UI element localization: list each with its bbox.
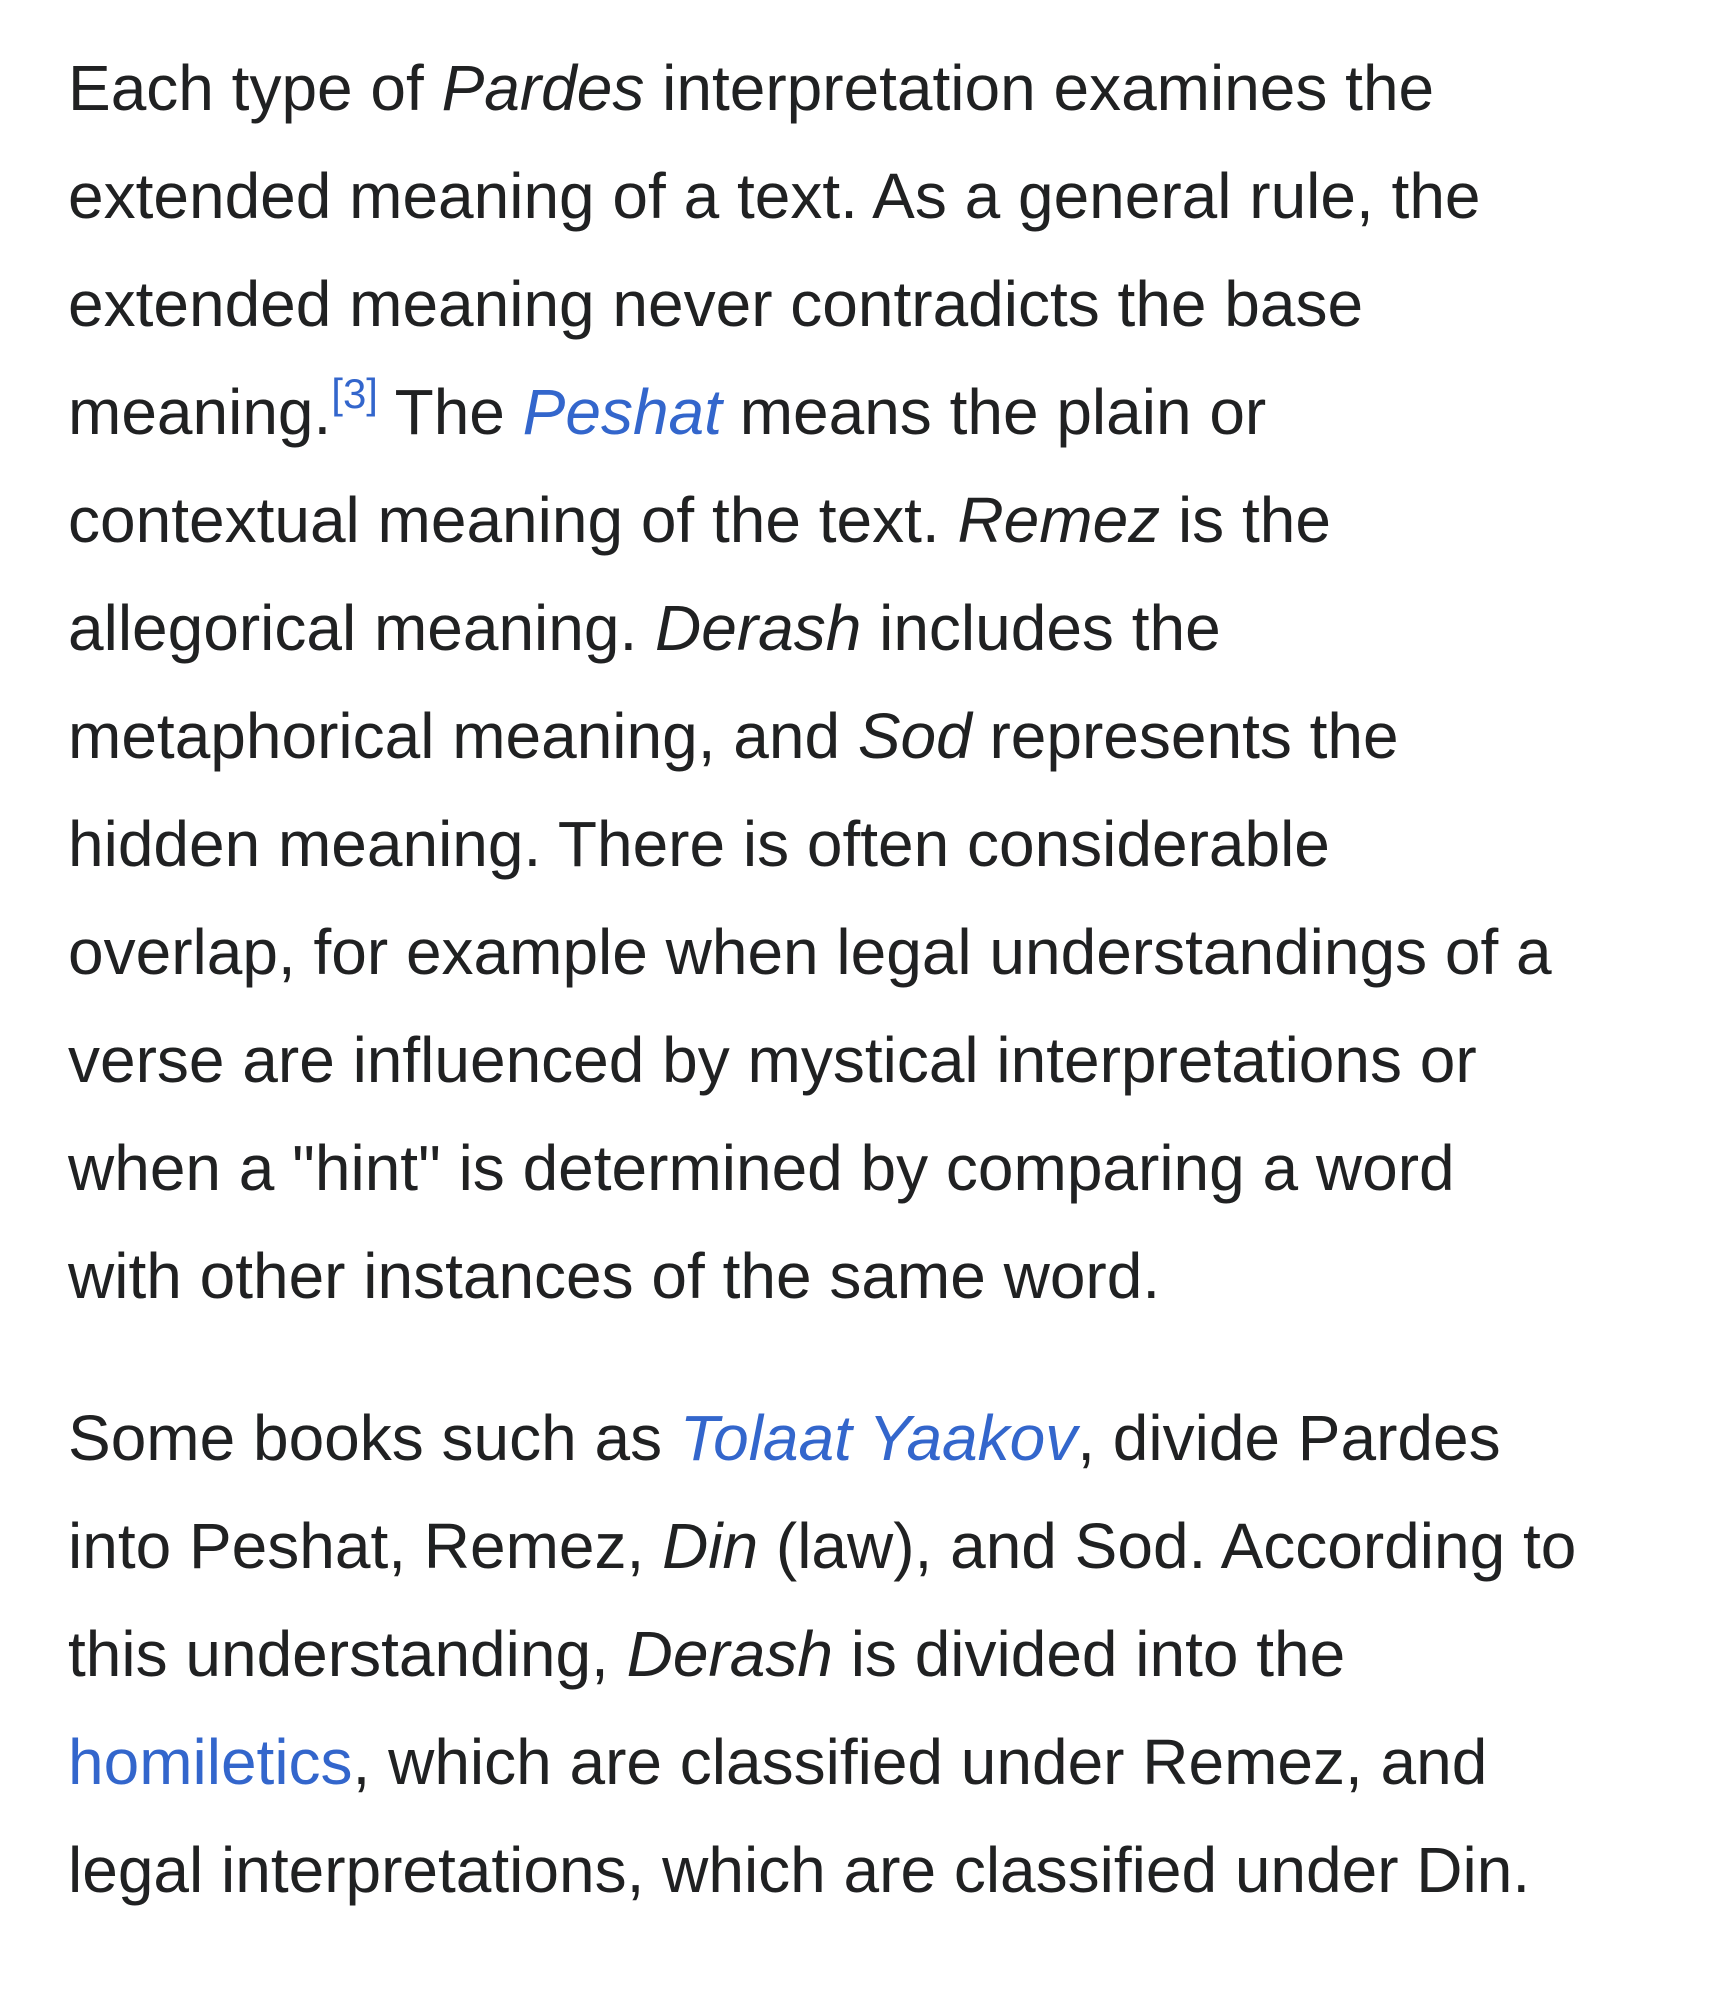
term-pardes: Pardes	[441, 52, 645, 124]
text-line: overlap, for example when legal understandings of a	[68, 916, 1552, 988]
term-sod: Sod	[857, 700, 972, 772]
term-din: Din	[662, 1510, 759, 1582]
text-line	[68, 34, 1668, 142]
text-span: contextual meaning of the text.	[68, 484, 958, 556]
text-span: Each type of	[68, 52, 442, 124]
text-span: allegorical meaning.	[68, 592, 655, 664]
text-span: represents the	[971, 700, 1399, 772]
text-line	[68, 574, 1668, 682]
text-span: Some books such as	[68, 1402, 680, 1474]
term-derash: Derash	[626, 1618, 833, 1690]
text-line: verse are influenced by mystical interpretations or	[68, 1024, 1477, 1096]
text-span: includes the	[861, 592, 1221, 664]
citation-link-3[interactable]: [3]	[331, 369, 378, 417]
text-span: is divided into the	[832, 1618, 1346, 1690]
tolaat-yaakov-link[interactable]	[680, 1402, 1077, 1474]
text-line	[68, 1492, 1668, 1600]
text-line	[68, 1708, 1668, 1816]
text-line	[68, 1384, 1668, 1492]
peshat-link-label: Peshat	[522, 376, 722, 448]
paragraph-2	[68, 1384, 1668, 1924]
text-span: is the	[1160, 484, 1331, 556]
text-line	[68, 682, 1668, 790]
peshat-link[interactable]	[523, 376, 722, 448]
article-body	[68, 34, 1668, 1924]
homiletics-link[interactable]: homiletics	[68, 1726, 353, 1798]
text-line	[68, 1600, 1668, 1708]
tolaat-yaakov-link-label: Tolaat Yaakov	[679, 1402, 1078, 1474]
text-span: , divide Pardes	[1077, 1402, 1501, 1474]
text-span: The	[377, 376, 523, 448]
text-span: meaning.	[68, 376, 332, 448]
text-line	[68, 466, 1668, 574]
text-line: when a "hint" is determined by comparing a word	[68, 1132, 1455, 1204]
paragraph-1	[68, 34, 1668, 1330]
text-line: legal interpretations, which are classified under Din.	[68, 1834, 1531, 1906]
text-line: extended meaning never contradicts the base	[68, 268, 1364, 340]
text-span: , which are classified under Remez, and	[352, 1726, 1488, 1798]
text-line: hidden meaning. There is often considerable	[68, 808, 1330, 880]
text-line: extended meaning of a text. As a general rule, the	[68, 160, 1481, 232]
term-remez: Remez	[957, 484, 1161, 556]
term-derash: Derash	[655, 592, 862, 664]
text-span: this understanding,	[68, 1618, 627, 1690]
text-span: (law), and Sod. According to	[758, 1510, 1577, 1582]
text-span: interpretation examines the	[644, 52, 1435, 124]
text-line	[68, 358, 1668, 466]
text-span: means the plain or	[721, 376, 1267, 448]
text-span: metaphorical meaning, and	[68, 700, 858, 772]
text-span: into Peshat, Remez,	[68, 1510, 663, 1582]
text-line: with other instances of the same word.	[68, 1240, 1161, 1312]
